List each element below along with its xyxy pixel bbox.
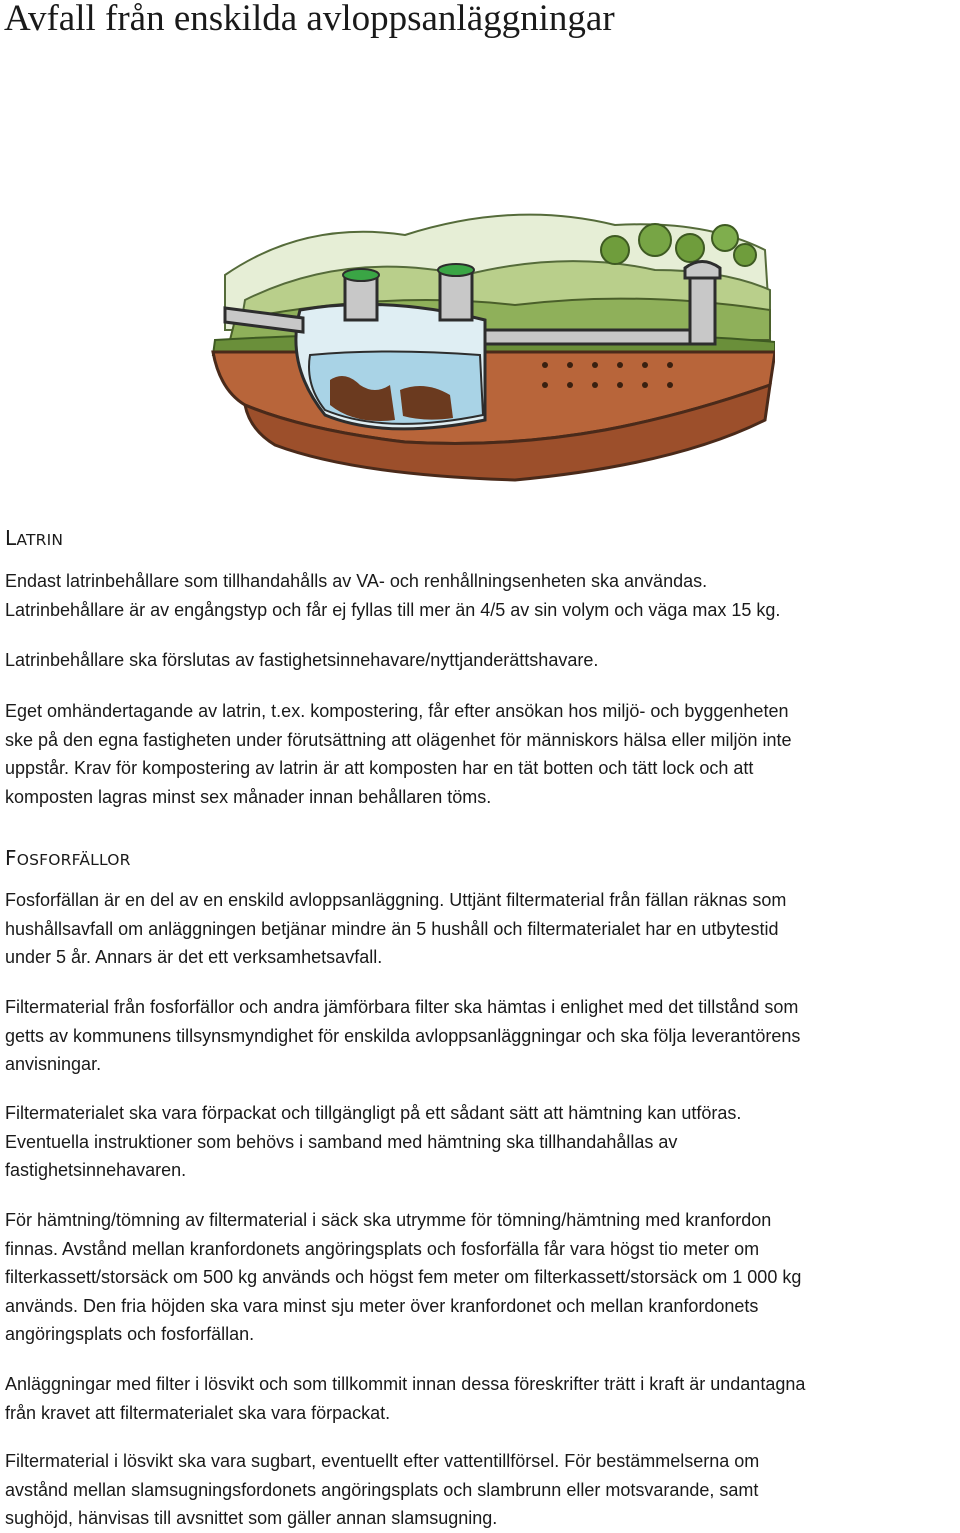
text-line: ske på den egna fastigheten under förutsättning att olägenhet för människors hälsa eller miljön inte — [5, 729, 792, 750]
text-line: Filtermaterial i lösvikt ska vara sugbart, eventuellt efter vattentillförsel. För bestämmelserna om — [5, 1451, 760, 1471]
text-line: anvisningar. — [5, 1054, 102, 1075]
text-line: Latrinbehållare är av engångstyp och får ej fyllas till mer än 4/5 av sin volym och väga max 15 kg. — [5, 599, 781, 620]
septic-tank-illustration — [185, 180, 775, 490]
heading-fosforfallor — [5, 846, 131, 872]
latrin-paragraph-1 — [5, 567, 960, 624]
text-line: fastighetsinnehavaren. — [5, 1160, 187, 1181]
text-line: För hämtning/tömning av filtermaterial i säck ska utrymme för tömning/hämtning med kranfordon — [5, 1210, 772, 1230]
heading-fosforfallor-initial: F — [5, 846, 17, 870]
text-line: från kravet att filtermaterialet ska vara förpackat. — [5, 1402, 391, 1423]
fosforfallor-paragraph-2 — [5, 993, 960, 1079]
page-title: Avfall från enskilda avloppsanläggningar — [4, 0, 615, 39]
text-line: används. Den fria höjden ska vara minst sju meter över kranfordonet och mellan kranfordonets — [5, 1295, 759, 1316]
text-line: Anläggningar med filter i lösvikt och som tillkommit innan dessa föreskrifter trätt i kraft är undantagna — [5, 1374, 806, 1394]
text-line: uppstår. Krav för kompostering av latrin är att komposten har en tät botten och tätt lock och att — [5, 758, 754, 779]
heading-latrin-initial: L — [5, 526, 17, 550]
text-line: Filtermaterial från fosforfällor och andra jämförbara filter ska hämtas i enlighet med det tillstånd som — [5, 997, 799, 1017]
heading-latrin — [5, 526, 63, 552]
text-line: filterkassett/storsäck om 500 kg används och högst fem meter om filterkassett/storsäck om 1 000 kg — [5, 1267, 802, 1288]
text-line: komposten lagras minst sex månader innan behållaren töms. — [5, 786, 492, 807]
text-line: finnas. Avstånd mellan kranfordonets angöringsplats och fosforfälla får vara högst tio meter om — [5, 1238, 760, 1259]
fosforfallor-paragraph-6 — [5, 1447, 960, 1533]
heading-latrin-rest: ATRIN — [16, 531, 64, 549]
text-line: Filtermaterialet ska vara förpackat och tillgängligt på ett sådant sätt att hämtning kan utföras. — [5, 1103, 742, 1123]
text-line: avstånd mellan slamsugningsfordonets angöringsplats och slambrunn eller motsvarande, samt — [5, 1479, 759, 1500]
text-line: Latrinbehållare ska förslutas av fastighetsinnehavare/nyttjanderättshavare. — [5, 650, 599, 670]
fosforfallor-paragraph-3 — [5, 1099, 960, 1185]
latrin-paragraph-3 — [5, 697, 960, 811]
text-line: Eventuella instruktioner som behövs i samband med hämtning ska tillhandahållas av — [5, 1131, 678, 1152]
fosforfallor-paragraph-5 — [5, 1370, 960, 1427]
fosforfallor-paragraph-1 — [5, 886, 960, 972]
text-line: angöringsplats och fosforfällan. — [5, 1324, 255, 1345]
text-line: Endast latrinbehållare som tillhandahålls av VA- och renhållningsenheten ska användas. — [5, 571, 708, 591]
text-line: Fosforfällan är en del av en enskild avloppsanläggning. Uttjänt filtermaterial från fällan räknas som — [5, 890, 787, 910]
text-line: sughöjd, hänvisas till avsnittet som gäller annan slamsugning. — [5, 1508, 498, 1529]
heading-fosforfallor-rest: OSFORFÄLLOR — [16, 851, 131, 869]
fosforfallor-paragraph-4 — [5, 1206, 960, 1349]
text-line: hushållsavfall om anläggningen betjänar mindre än 5 hushåll och filtermaterialet har en utbytestid — [5, 918, 779, 939]
text-line: getts av kommunens tillsynsmyndighet för enskilda avloppsanläggningar och ska följa leverantörens — [5, 1025, 801, 1046]
text-line: under 5 år. Annars är det ett verksamhetsavfall. — [5, 947, 383, 968]
text-line: Eget omhändertagande av latrin, t.ex. kompostering, får efter ansökan hos miljö- och byggenheten — [5, 701, 789, 721]
latrin-paragraph-2 — [5, 646, 960, 675]
